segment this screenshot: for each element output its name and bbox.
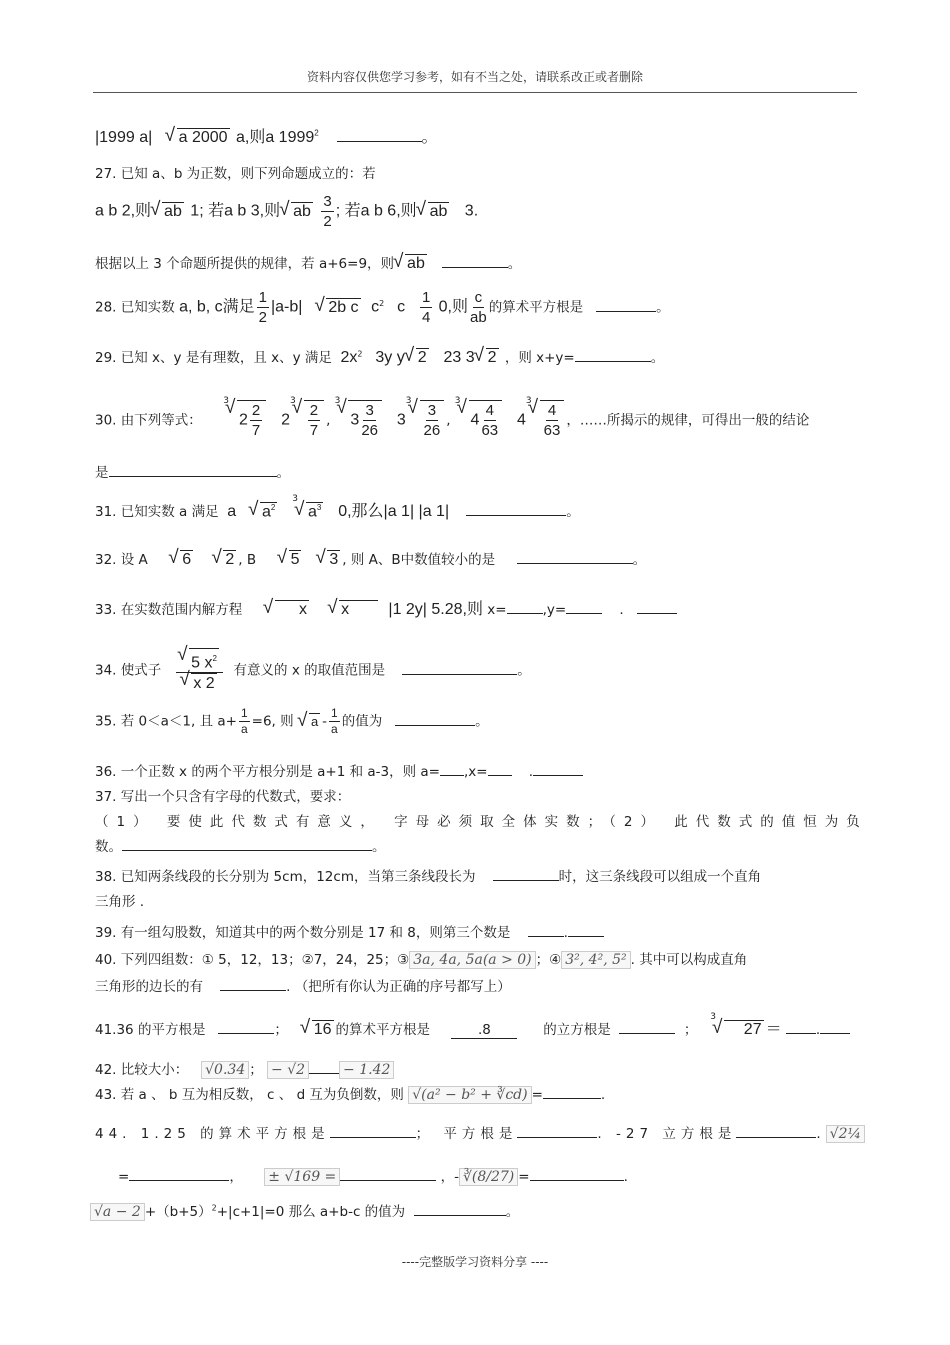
q27-line3: 根据以上 3 个命题所提供的规律，若 a+6=9，则√ ab 。 — [95, 252, 521, 273]
q33-x-blank[interactable] — [507, 601, 543, 614]
page-header: 资料内容仅供您学习参考，如有不当之处，请联系改正或者删除 — [306, 70, 643, 84]
q43-formula: √(a² − b² + ∛cd) — [408, 1086, 531, 1104]
q45-answer-blank[interactable] — [414, 1203, 506, 1216]
q44-line1: 44. 1.25 的算术平方根是 ； 平方根是 . -27 立方根是 . √2¼ — [95, 1122, 865, 1143]
q31-line: 31. 已知实数 a 满足 a √ $a^2$ $^3$√ $a^3$ 0,那么|a 1| |a 1| 。 — [95, 498, 580, 521]
q36-a-blank[interactable] — [440, 763, 464, 776]
q27-fraction: $\frac{3}{2}$ — [323, 193, 332, 230]
q37-line3: 数。 。 — [95, 839, 386, 855]
q34-line: 34. 使式子 √ 5 $x^2$ √ x 2 有意义的 x 的取值范围是 。 — [95, 648, 531, 693]
q43-answer-blank[interactable] — [543, 1086, 601, 1099]
q41-blank-3[interactable] — [619, 1021, 675, 1034]
q29-answer-blank[interactable] — [575, 349, 651, 362]
q33-y-blank[interactable] — [566, 601, 602, 614]
q40-formula-3: 3a, 4a, 5a(a > 0) — [409, 951, 535, 969]
q42-formula-2: − √2 — [267, 1061, 309, 1079]
q42-answer-blank[interactable] — [309, 1061, 339, 1074]
q42-formula-1: √0.34 — [201, 1061, 249, 1079]
q26-part3: a,则a 1999 — [235, 129, 315, 146]
q42-line: 42. 比较大小： √0.34 ； − √2 − 1.42 — [95, 1058, 394, 1079]
q28-answer-blank[interactable] — [596, 299, 656, 312]
q37-answer-blank[interactable] — [122, 838, 372, 851]
q32-line: 32. 设 A √ 6 √ 2 , B √ 5 √ 3 , 则 A、B中数值较小的是 。 — [95, 548, 646, 569]
q35-line: 35. 若 0＜a＜1, 且 a+ $\frac{1}{a}$ =6, 则 √ a - $\frac{1}{a}$ 的值为 。 — [95, 706, 489, 737]
q36-line: 36. 一个正数 x 的两个平方根分别是 a+1 和 a-3，则 a= ,x= . — [95, 760, 583, 780]
q26-sqrt: √ a 2000 — [166, 128, 230, 147]
q43-line: 43. 若 a 、 b 互为相反数， c 、 d 互为负倒数，则 √(a² − b² + ∛cd) = . — [95, 1087, 606, 1103]
q45-line: $√a - 2 +(b+5)^2+|c+1|=0$ 那么 a+b-c 的值为 。 — [90, 1200, 519, 1221]
q39-answer-blank[interactable] — [528, 924, 564, 937]
page-footer: ----完整版学习资料分享 ---- — [401, 1255, 549, 1269]
q37-line2: （1） 要使此代数式有意义， 字母必须取全体实数；（2） 此代数式的值恒为负 — [95, 814, 868, 830]
q44-formula-3: ∛(8/27) — [459, 1168, 518, 1186]
q27-line2: a b 2,则√ ab 1; 若a b 3,则√ ab $\frac{3}{2}$ ; 若a b 6,则√ ab 3. — [95, 192, 478, 231]
q44-formula-1: √2¼ — [826, 1125, 865, 1143]
q44-blank-6[interactable] — [530, 1168, 624, 1181]
q39-line: 39. 有一组勾股数，知道其中的两个数分别是 17 和 8，则第三个数是 . — [95, 921, 604, 941]
q27-line1: 27. 已知 a、b 为正数，则下列命题成立的：若 — [95, 166, 376, 182]
q33-line: 33. 在实数范围内解方程 √ x √ x |1 2y| 5.28,则 x= ,y= . — [95, 596, 677, 619]
q29-line: 29. 已知 x、y 是有理数，且 x、y 满足 $2x^2$ 3y y√ 2 23 3√ 2 ，则 x+y= 。 — [95, 346, 664, 367]
q44-blank-2[interactable] — [517, 1125, 597, 1138]
q30-line1: 30. 由下列等式： $^3$√ 2 $\frac{2}{7}$ $2^3$ √ $\frac{2}{7}$ , $^3$√ 3 $\frac{3}{26}$ $3^3$ √ $\frac{3}{26}$ , $^3$√ 4 $\frac{4}{63}$ $4^3$ √ $\frac{4}{63}$ ，……所揭示的规律，可得出一般的结论 — [95, 400, 809, 440]
q40-formula-4: 3², 4², 5² — [561, 951, 630, 969]
q44-blank-5[interactable] — [340, 1168, 436, 1181]
q27-answer-blank[interactable] — [442, 255, 508, 268]
q40-line2: 三角形的边长的有 . （把所有你认为正确的序号都写上） — [95, 979, 511, 995]
q36-x-blank[interactable] — [488, 763, 512, 776]
q44-blank-1[interactable] — [330, 1125, 416, 1138]
q42-formula-3: − 1.42 — [339, 1061, 394, 1079]
q41-line: 41.36 的平方根是 ； √ 16 的算术平方根是 .8 的立方根是 ； $^3$√ 27 ＝ . — [95, 1016, 850, 1039]
q44-blank-4[interactable] — [129, 1168, 229, 1181]
q37-line1: 37. 写出一个只含有字母的代数式，要求： — [95, 789, 351, 805]
q41-blank-1[interactable] — [218, 1021, 274, 1034]
q30-answer-blank[interactable] — [109, 464, 277, 477]
q41-blank-2[interactable]: .8 — [451, 1022, 517, 1039]
q38-answer-blank[interactable] — [493, 868, 559, 881]
q35-answer-blank[interactable] — [395, 713, 475, 726]
q26-line: |1999 a| √ a 2000 a,则a 1999$^2$ 。 — [95, 124, 438, 147]
q34-fraction: √ 5 $x^2$ √ x 2 — [176, 648, 223, 693]
q30-line2: 是 。 — [95, 465, 290, 481]
q44-line2: = ， ± √169 = ，- ∛(8/27) = . — [118, 1169, 628, 1185]
q26-part1: |1999 a| — [95, 129, 153, 146]
q28-line: 28. 已知实数 a, b, c满足 $\frac{1}{2}$ |a-b| √ 2b c $c^2$ c $\frac{1}{4}$ 0,则 $\frac{c}{ab}$ 的算术平方根是 。 — [95, 288, 670, 327]
q26-answer-blank[interactable] — [337, 129, 422, 142]
q40-line1: 40. 下列四组数：① 5，12，13；②7，24，25；③ 3a, 4a, 5a(a > 0) ；④ 3², 4², 5² . 其中可以构成直角 — [95, 952, 748, 968]
q44-formula-2: ± √169 = — [264, 1168, 340, 1186]
q32-answer-blank[interactable] — [517, 551, 633, 564]
q40-answer-blank[interactable] — [220, 978, 286, 991]
header-rule — [93, 92, 857, 93]
q38-line2: 三角形 . — [95, 894, 145, 910]
q31-answer-blank[interactable] — [466, 503, 566, 516]
q41-blank-4[interactable] — [786, 1021, 816, 1034]
q44-blank-3[interactable] — [736, 1125, 816, 1138]
q34-answer-blank[interactable] — [402, 662, 517, 675]
q38-line1: 38. 已知两条线段的长分别为 5cm，12cm，当第三条线段长为 时，这三条线段可以组成一个直角 — [95, 869, 762, 885]
q45-formula: √a − 2 — [90, 1203, 145, 1221]
